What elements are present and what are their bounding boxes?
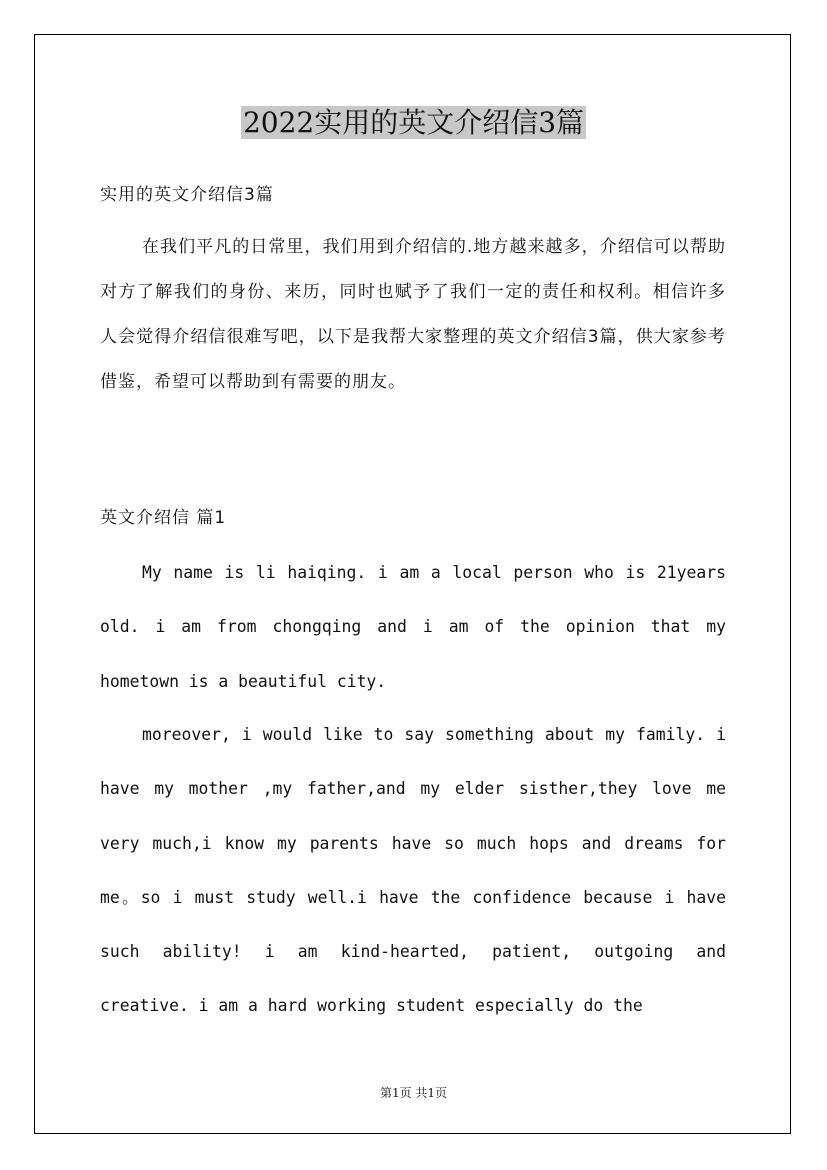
body-paragraph-1: My name is li haiqing. i am a local person who is 21years old. i am from chongqing and i am of the opinion that my hometown is a beautiful city. <box>100 563 726 691</box>
body-paragraph-2: moreover, i would like to say something about my family. i have my mother ,my father,and my elder sisther,they love me very much,i know my parents have so much hops and dreams for me。so i must study well.i have the confidence because i have such ability! i am kind-hearted, patient, outgoing and creative. i am a hard working student especially do the <box>100 725 726 1016</box>
document-subtitle: 实用的英文介绍信3篇 <box>100 185 274 205</box>
section-heading: 英文介绍信 篇1 <box>100 508 227 528</box>
page-footer: 第1页 共1页 <box>379 1086 448 1100</box>
intro-paragraph: 在我们平凡的日常里，我们用到介绍信的.地方越来越多，介绍信可以帮助对方了解我们的身份、来历，同时也赋予了我们一定的责任和权利。相信许多人会觉得介绍信很难写吧，以下是我帮大家整理的英文介绍信3篇，供大家参考借鉴，希望可以帮助到有需要的朋友。 <box>100 237 726 392</box>
document-title: 2022实用的英文介绍信3篇 <box>242 106 585 139</box>
